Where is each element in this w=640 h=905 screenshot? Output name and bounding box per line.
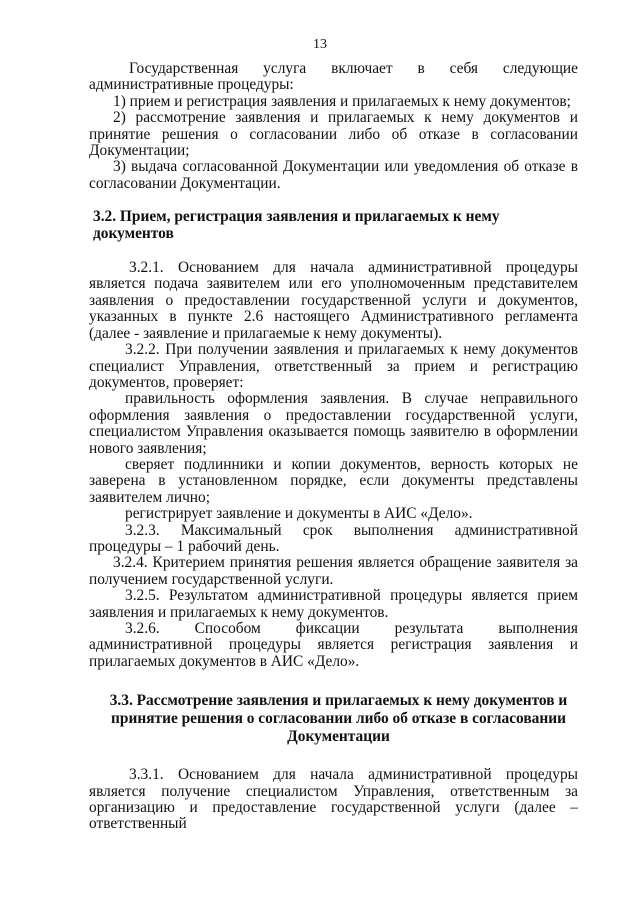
- page-content: [89, 61, 578, 833]
- page-number: 13: [313, 37, 327, 52]
- paragraph-3-2-6: 3.2.6. Способом фиксации результата выполнения административной процедуры является регистрация заявления и прилагаемых документов в АИС «Дело».: [89, 620, 578, 670]
- check-item-1: правильность оформления заявления. В случае неправильного оформления заявления о предоставлении государственной услуги, специалистом Управления оказывается помощь заявителю в оформлении нового заявления;: [89, 390, 578, 457]
- paragraph-3-2-1: 3.2.1. Основанием для начала административной процедуры является подача заявителем или его уполномоченным представителем заявления о предоставлении государственной услуги и документов, указанных в пункте 2.6 настоящего Административного регламента (далее - заявление и прилагаемые к нему документы).: [89, 259, 578, 342]
- section-3-3-heading: 3.3. Рассмотрение заявления и прилагаемых к нему документов и принятие решения о согласовании либо об отказе в согласовании Документации: [109, 692, 568, 746]
- paragraph-3-2-2: 3.2.2. При получении заявления и прилагаемых к нему документов специалист Управления, ответственный за прием и регистрацию документов, проверяет:: [89, 341, 578, 391]
- paragraph-3-2-5: 3.2.5. Результатом административной процедуры является прием заявления и прилагаемых к нему документов.: [89, 587, 578, 621]
- procedure-item-3: 3) выдача согласованной Документации или уведомления об отказе в согласовании Документации.: [89, 158, 578, 192]
- procedure-item-1: 1) прием и регистрация заявления и прилагаемых к нему документов;: [113, 92, 571, 110]
- check-item-2: сверяет подлинники и копии документов, верность которых не заверена в установленном порядке, если документы представлены заявителем лично;: [89, 455, 578, 506]
- check-item-3: регистрирует заявление и документы в АИС «Дело».: [125, 505, 473, 523]
- procedure-item-2: 2) рассмотрение заявления и прилагаемых к нему документов и принятие решения о согласовании либо об отказе в согласовании Документации;: [89, 109, 578, 160]
- intro-paragraph: Государственная услуга включает в себя следующие административные процедуры:: [89, 60, 578, 94]
- paragraph-3-2-3: 3.2.3. Максимальный срок выполнения административной процедуры – 1 рабочий день.: [89, 521, 578, 555]
- paragraph-3-3-1: 3.3.1. Основанием для начала административной процедуры является получение специалистом Управления, ответственным за организацию и предоставление государственной услуги (далее – ответственный: [89, 766, 578, 833]
- paragraph-3-2-4: 3.2.4. Критерием принятия решения является обращение заявителя за получением государственной услуги.: [89, 554, 578, 588]
- section-3-2-heading: 3.2. Прием, регистрация заявления и прилагаемых к нему документов: [93, 208, 500, 242]
